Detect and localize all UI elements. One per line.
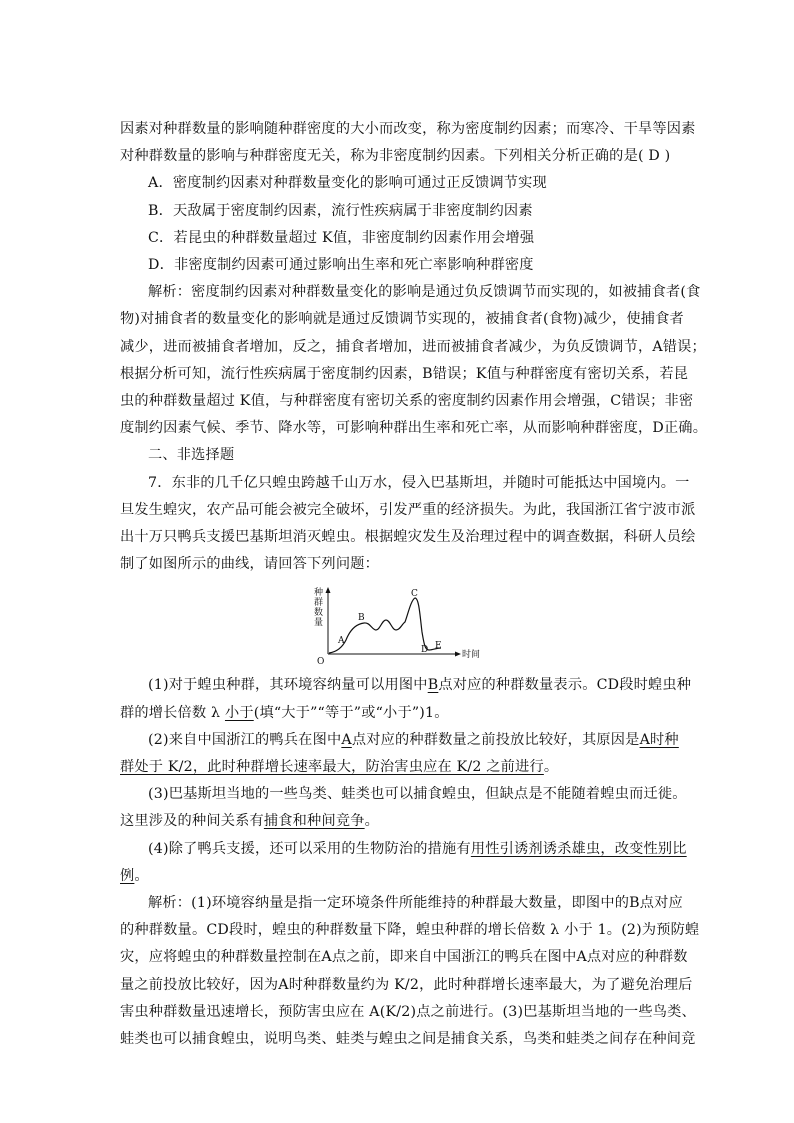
q6-analysis-line-1: 解析：密度制约因素对种群数量变化的影响是通过负反馈调节而实现的，如被捕食者(食 (148, 284, 701, 301)
q7-analysis-line-1: 解析：(1)环境容纳量是指一定环境条件所能维持的种群最大数量，即图中的B点对应 (148, 895, 683, 912)
q7-sub2-text: 点对应的种群数量之前投放比较好，其原因是 (351, 731, 640, 748)
q7-sub2-answer-1: A (341, 731, 352, 748)
y-axis-label-char: 量 (314, 618, 324, 629)
q7-sub1-text: (填“大于”“等于”或“小于”)1。 (253, 704, 449, 721)
q7-sub2-line-1 (120, 727, 679, 754)
q7-sub1-text: 点对应的种群数量表示。CD段时蝗虫种 (438, 677, 692, 694)
q7-sub3-text: 。 (364, 813, 379, 830)
q7-sub3-text: 这里涉及的种间关系有 (120, 813, 264, 830)
q7-sub4-answer-cont: 例 (120, 867, 135, 884)
point-label-a: A (338, 636, 345, 647)
q7-sub2-line-2 (120, 754, 676, 781)
q6-stem-line-2: 对种群数量的影响与种群密度无关，称为非密度制约因素。下列相关分析正确的是( D ) (120, 148, 671, 165)
q7-sub2-answer-2-cont: 群处于 K/2，此时种群增长速率最大，防治害虫应在 K/2 之前进行 (120, 759, 544, 776)
population-curve-figure (120, 586, 676, 666)
q6-stem-line-1: 因素对种群数量的影响随种群密度的大小而改变，称为密度制约因素；而寒冷、干旱等因素 (120, 121, 696, 137)
y-axis-arrow (326, 587, 331, 593)
point-label-e: E (435, 641, 442, 652)
q7-sub2-text: (2)来自中国浙江的鸭兵在图中 (148, 731, 342, 748)
q7-sub1-line-2 (120, 700, 676, 727)
q7-sub4-text: 。 (134, 867, 149, 884)
q6-option-c: C．若昆虫的种群数量超过 K值，非密度制约因素作用会增强 (148, 229, 535, 246)
q7-sub3-line-1: (3)巴基斯坦当地的一些鸟类、蛙类也可以捕食蝗虫，但缺点是不能随着蝗虫而迁徙。 (148, 786, 687, 803)
q7-stem-line-4: 制了如图所示的曲线，请回答下列问题： (120, 556, 379, 573)
q7-analysis-line-4: 量之前投放比较好，因为A时种群数量约为 K/2，此时种群增长速率最大，为了避免治理后 (120, 976, 693, 993)
x-axis-arrow (455, 652, 461, 657)
x-axis-label: 时间 (462, 650, 481, 661)
q7-stem-line-3: 出十万只鸭兵支援巴基斯坦消灭蝗虫。根据蝗灾发生及治理过程中的调查数据，科研人员绘 (120, 529, 696, 546)
q7-analysis-line-6: 蛙类也可以捕食蝗虫，说明鸟类、蛙类与蝗虫之间是捕食关系，鸟类和蛙类之间存在种间竞 (120, 1031, 696, 1048)
q6-analysis-line-5: 虫的种群数量超过 K值，与种群密度有密切关系的密度制约因素作用会增强，C错误；非密 (120, 393, 694, 410)
document-content (120, 116, 708, 1053)
q7-sub1-line-1 (120, 672, 692, 699)
section-title: 二、非选择题 (148, 447, 235, 464)
y-axis-label-char: 数 (314, 608, 324, 619)
q7-analysis-line-5: 害虫种群数量迅速增长，预防害虫应在 A(K/2)点之前进行。(3)巴基斯坦当地的一些鸟类、 (120, 1003, 696, 1020)
q7-stem-line-1: 7．东非的几千亿只蝗虫跨越千山万水，侵入巴基斯坦，并随时可能抵达中国境内。一 (148, 474, 690, 491)
point-label-b: B (358, 613, 365, 624)
population-curve-diagram (308, 586, 488, 666)
q7-sub1-text: (1)对于蝗虫种群，其环境容纳量可以用图中 (148, 677, 428, 694)
q7-sub3-answer: 捕食和种间竞争 (263, 813, 365, 830)
point-label-c: C (411, 589, 418, 600)
q7-sub2-text: 。 (543, 759, 559, 776)
q6-analysis-line-2: 物)对捕食者的数量变化的影响就是通过反馈调节实现的，被捕食者(食物)减少，使捕食者 (120, 311, 684, 328)
q7-sub4-line-2 (120, 863, 676, 890)
q6-option-a: A．密度制约因素对种群数量变化的影响可通过正反馈调节实现 (148, 175, 547, 192)
origin-label: O (317, 657, 325, 667)
q7-sub4-line-1 (120, 836, 687, 863)
q7-sub4-text: (4)除了鸭兵支援，还可以采用的生物防治的措施有 (148, 840, 471, 857)
q7-sub4-answer: 用性引诱剂诱杀雄虫，改变性别比 (470, 840, 687, 857)
q6-analysis-line-3: 减少，进而被捕食者增加，反之，捕食者增加，进而被捕食者减少，为负反馈调节，A错误； (120, 338, 706, 355)
q7-sub1-text: 群的增长倍数 λ (120, 704, 221, 721)
q7-analysis-line-2: 的种群数量。CD段时，蝗虫的种群数量下降，蝗虫种群的增长倍数 λ 小于 1。(2)为预防蝗 (120, 922, 700, 939)
q6-option-d: D．非密度制约因素可通过影响出生率和死亡率影响种群密度 (148, 257, 534, 274)
q6-option-b: B．天敌属于密度制约因素，流行性疾病属于非密度制约因素 (148, 202, 533, 219)
q7-sub1-answer-1: B (427, 677, 439, 694)
q7-sub3-line-2 (120, 808, 676, 835)
q7-sub2-answer-2: A时种 (639, 731, 679, 748)
y-axis-label-char: 群 (314, 598, 324, 609)
y-axis-label-char: 种 (314, 588, 324, 599)
q6-analysis-line-6: 度制约因素气候、季节、降水等，可影响种群出生率和死亡率，从而影响种群密度，D正确。 (120, 420, 708, 437)
q7-stem-line-2: 旦发生蝗灾，农产品可能会被完全破坏，引发严重的经济损失。为此，我国浙江省宁波市派 (120, 501, 696, 518)
point-label-d: D (421, 645, 429, 656)
q6-analysis-line-4: 根据分析可知，流行性疾病属于密度制约因素，B错误；K值与种群密度有密切关系，若昆 (120, 365, 689, 382)
q7-analysis-line-3: 灾，应将蝗虫的种群数量控制在A点之前，即来自中国浙江的鸭兵在图中A点对应的种群数 (120, 949, 688, 966)
q7-sub1-answer-2: 小于 (224, 704, 254, 721)
